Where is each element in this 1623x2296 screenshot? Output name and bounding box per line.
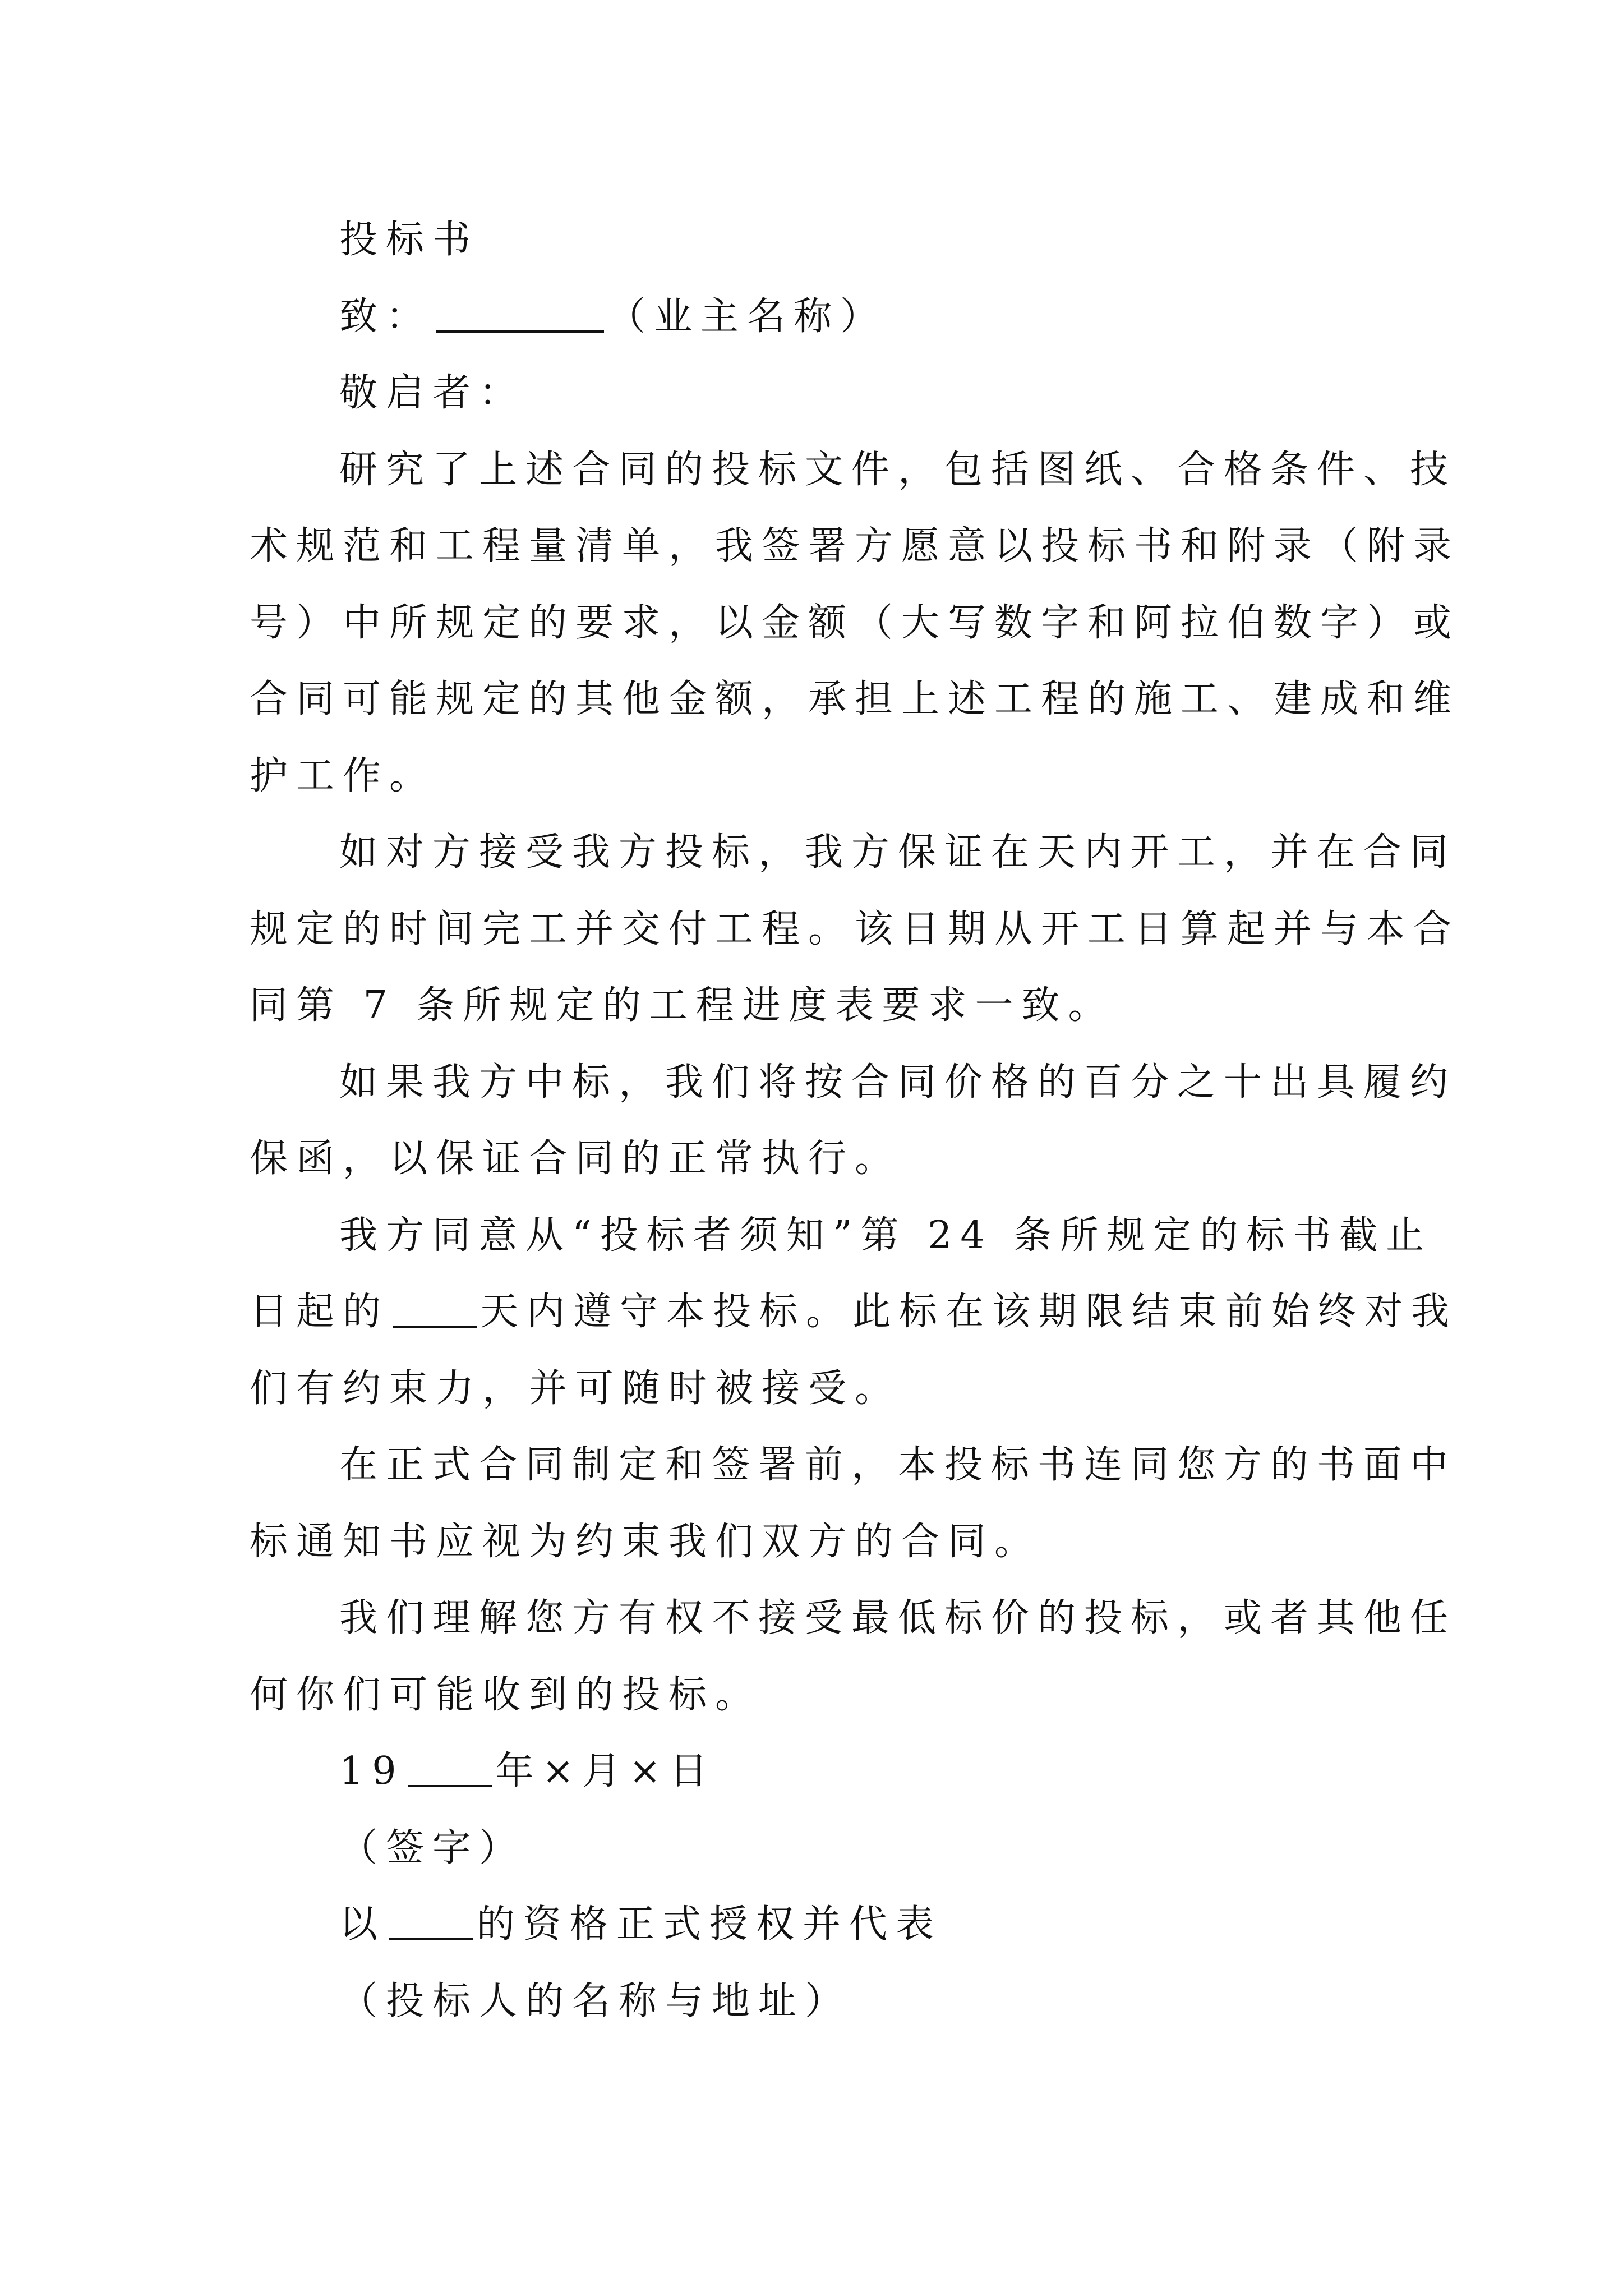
para4-line1: 我方同意从“投标者须知”第 24 条所规定的标书截止 <box>339 1213 1433 1258</box>
authority-line <box>250 1887 1377 1963</box>
para1-line4: 合同可能规定的其他金额，承担上述工程的施工、建成和维 <box>250 677 1460 721</box>
para1-line3: 号）中所规定的要求，以金额（大写数字和阿拉伯数字）或 <box>250 600 1460 645</box>
para4-line2-prefix: 日起的 <box>250 1290 390 1334</box>
bid-letter <box>250 202 1460 2040</box>
bidder-name-line: （投标人的名称与地址） <box>339 1978 852 2023</box>
para1-line5: 护工作。 <box>250 753 436 798</box>
para5-line2: 标通知书应视为约束我们双方的合同。 <box>250 1519 1041 1564</box>
addressee-line <box>250 279 1377 356</box>
para3-line1: 如果我方中标，我们将按合同价格的百分之十出具履约 <box>339 1060 1457 1105</box>
capacity-blank <box>389 1906 473 1940</box>
para1-line1: 研究了上述合同的投标文件，包括图纸、合格条件、技 <box>339 447 1457 492</box>
para5-line1: 在正式合同制定和签署前，本投标书连同您方的书面中 <box>339 1443 1457 1487</box>
para2-line3: 同第 7 条所规定的工程进度表要求一致。 <box>250 983 1115 1028</box>
days-blank <box>393 1293 477 1328</box>
owner-name-blank <box>436 298 604 333</box>
para4-line3: 们有约束力，并可随时被接受。 <box>250 1366 902 1411</box>
para3-line2: 保函，以保证合同的正常执行。 <box>250 1137 902 1181</box>
salutation: 敬启者： <box>339 371 526 415</box>
addressee-prefix: 致： <box>339 294 433 339</box>
year-blank <box>408 1752 492 1787</box>
addressee-suffix: （业主名称） <box>607 294 887 339</box>
date-line <box>250 1733 1377 1810</box>
date-prefix: 19 <box>339 1749 405 1793</box>
para1-line2: 术规范和工程量清单，我签署方愿意以投标书和附录（附录 <box>250 524 1460 568</box>
signature-line: （签字） <box>339 1825 526 1870</box>
para2-line2: 规定的时间完工并交付工程。该日期从开工日算起并与本合 <box>250 907 1460 951</box>
authority-suffix: 的资格正式授权并代表 <box>477 1902 943 1947</box>
para2-line1: 如对方接受我方投标，我方保证在天内开工，并在合同 <box>339 830 1457 875</box>
para4-line2-suffix: 天内遵守本投标。此标在该期限结束前始终对我 <box>480 1290 1458 1334</box>
authority-prefix: 以 <box>339 1902 386 1947</box>
para6-line1: 我们理解您方有权不接受最低标价的投标，或者其他任 <box>339 1596 1457 1640</box>
document-title: 投标书 <box>339 218 479 262</box>
para6-line2: 何你们可能收到的投标。 <box>250 1672 762 1717</box>
para4-line2 <box>250 1274 1458 1351</box>
date-suffix: 年×月×日 <box>495 1749 716 1793</box>
